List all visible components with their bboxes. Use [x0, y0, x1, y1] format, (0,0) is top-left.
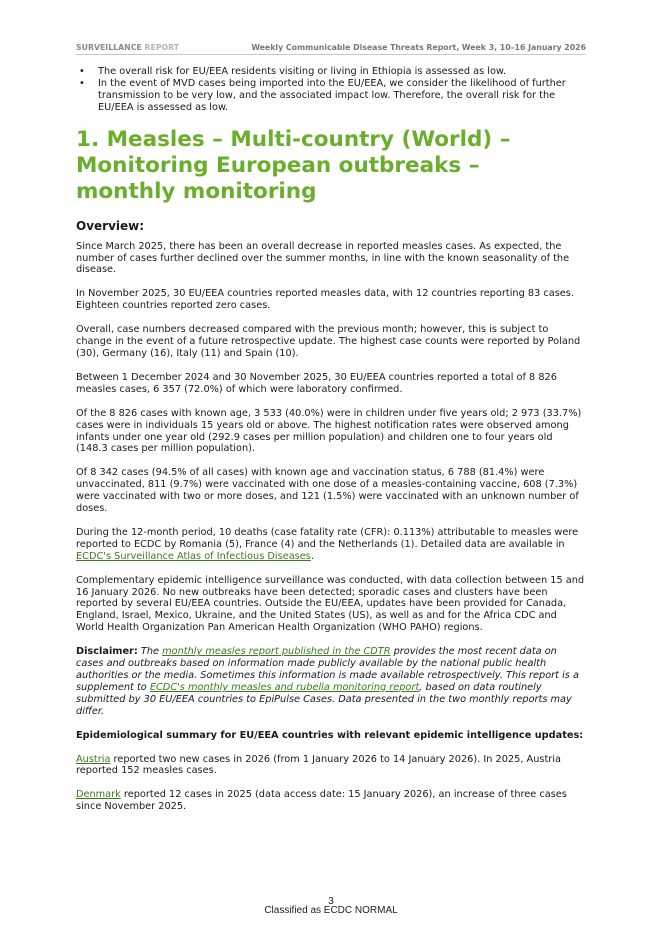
paragraph-overview-1: Since March 2025, there has been an overall decrease in reported measles cases. As expected, the number of cases further declined over the summer months, in line with the known seasonality of the disease.	[76, 240, 570, 276]
paragraph-overview-4: Between 1 December 2024 and 30 November 2025, 30 EU/EEA countries reported a total of 8 826 measles cases, 6 357 (72.0%) of which were laboratory confirmed.	[76, 371, 557, 395]
overview-heading: Overview:	[76, 218, 145, 233]
measles-rubella-monitoring-link[interactable]: ECDC's monthly measles and rubella monitoring report	[149, 681, 420, 693]
page-header	[76, 43, 586, 55]
paragraph-overview-5: Of the 8 826 cases with known age, 3 533 (40.0%) were in children under five years old; 2 973 (33.7%) cases were in individuals 15 years old or above. The highest notification rates were observed among infants under one year old (292.9 cases per million population) and children one to four years old (148.3 cases per million population).	[76, 407, 582, 455]
bullet-text: In the event of MVD cases being imported into the EU/EEA, we consider the likelihood of further transmission to be very low, and the associated impact low. Therefore, the overall risk for the EU/EEA is assessed as low.	[98, 77, 566, 113]
header-report-title: Weekly Communicable Disease Threats Report, Week 3, 10–16 January 2026	[251, 43, 586, 52]
paragraph-overview-3: Overall, case numbers decreased compared with the previous month; however, this is subject to change in the event of a future retrospective update. The highest case counts were reported by Poland (30), Germany (16), Italy (11) and Spain (10).	[76, 324, 581, 359]
bullet-icon: •	[79, 66, 85, 77]
bullet-icon: •	[79, 77, 85, 89]
surveillance-atlas-link[interactable]: ECDC's Surveillance Atlas of Infectious Diseases	[76, 550, 311, 562]
disclaimer-text-1: The	[137, 646, 163, 658]
denmark-link[interactable]: Denmark	[76, 789, 121, 801]
deaths-text: During the 12-month period, 10 deaths (case fatality rate (CFR): 0.113%) attributable to measles were reported to ECDC by Romania (5), France (4) and the Netherlands (1). Detailed data are available in	[76, 526, 579, 550]
bullet-text: The overall risk for EU/EEA residents visiting or living in Ethiopia is assessed as low.	[98, 66, 507, 77]
bullet-item	[76, 78, 586, 114]
deaths-text-end: .	[310, 550, 314, 562]
austria-link[interactable]: Austria	[76, 753, 111, 765]
country-update-denmark	[76, 789, 586, 813]
epi-summary-heading: Epidemiological summary for EU/EEA countries with relevant epidemic intelligence updates:	[76, 729, 584, 741]
classification-label: Classified as ECDC NORMAL	[264, 905, 398, 916]
section-heading: 1. Measles – Multi-country (World) – Monitoring European outbreaks – monthly monitoring	[76, 126, 511, 204]
disclaimer-label: Disclaimer:	[76, 646, 138, 658]
header-label	[76, 43, 179, 52]
page-content	[76, 66, 586, 813]
country-update-austria	[76, 754, 586, 778]
header-label-bold: SURVEILLANCE	[76, 43, 142, 52]
paragraph-overview-6: Of 8 342 cases (94.5% of all cases) with known age and vaccination status, 6 788 (81.4%) were unvaccinated, 811 (9.7%) were vaccinated with one dose of a measles-containing vaccine, 608 (7.3%) were vaccinated with two or more doses, and 121 (1.5%) were vaccinated with an unknown number of doses.	[76, 467, 579, 515]
bullet-item	[76, 66, 586, 78]
page-number: 3	[328, 896, 334, 907]
disclaimer-text-2: provides the most recent data on cases and outbreaks based on information made publicly available by the national public health authorities or the media. Sometimes this information is made available retrospectively. This report is a supplement to	[76, 646, 579, 693]
cdtr-measles-report-link[interactable]: monthly measles report published in the CDTR	[162, 646, 391, 658]
disclaimer-text-3: , based on data routinely submitted by 30 EU/EEA countries to EpiPulse Cases. Data presented in the two monthly reports may differ.	[76, 681, 572, 717]
header-label-light: REPORT	[144, 43, 180, 52]
paragraph-deaths	[76, 527, 586, 563]
risk-bullet-list	[76, 66, 586, 114]
austria-text: reported two new cases in 2026 (from 1 January 2026 to 14 January 2026). In 2025, Austria reported 152 measles cases.	[76, 753, 561, 777]
paragraph-overview-2: In November 2025, 30 EU/EEA countries reported measles data, with 12 countries reporting 83 cases. Eighteen countries reported zero cases.	[76, 288, 574, 312]
denmark-text: reported 12 cases in 2025 (data access date: 15 January 2026), an increase of three cases since November 2025.	[76, 789, 567, 813]
paragraph-epidemic-intelligence: Complementary epidemic intelligence surveillance was conducted, with data collection between 15 and 16 January 2026. No new outbreaks have been detected; sporadic cases and clusters have been reported by several EU/EEA countries. Outside the EU/EEA, updates have been provided for Canada, England, Israel, Mexico, Ukraine, and the United States (US), as well as and for the Africa CDC and World Health Organization Pan American Health Organization (WHO PAHO) regions.	[76, 574, 585, 634]
disclaimer-paragraph	[76, 646, 586, 717]
